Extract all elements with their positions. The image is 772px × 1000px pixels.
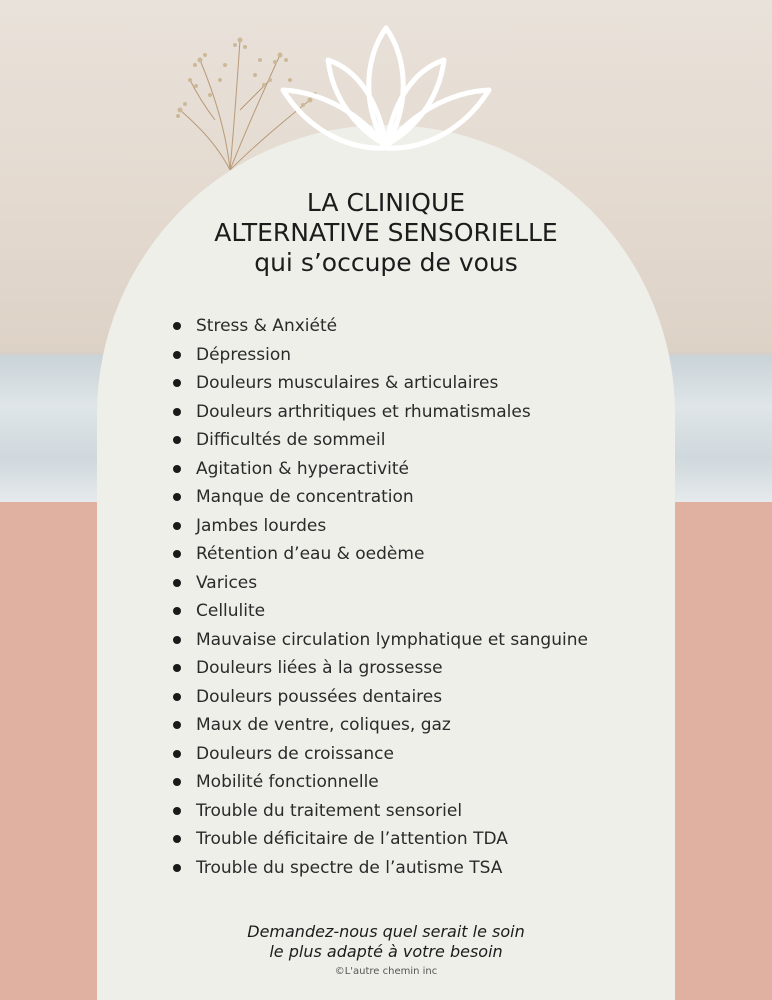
list-item [172, 597, 588, 626]
bullet-icon [173, 750, 181, 758]
list-item [172, 426, 588, 455]
lotus-icon [278, 20, 494, 160]
bullet-icon [173, 807, 181, 815]
list-item-label: Mauvaise circulation lymphatique et sanguine [196, 629, 588, 650]
bullet-icon [173, 322, 181, 330]
bullet-icon [173, 465, 181, 473]
conditions-list [172, 312, 588, 882]
bullet-icon [173, 408, 181, 416]
cta-line-2: le plus adapté à votre besoin [269, 942, 503, 961]
title-line-2: ALTERNATIVE SENSORIELLE [214, 218, 558, 247]
bullet-icon [173, 721, 181, 729]
list-item-label: Stress & Anxiété [196, 316, 338, 336]
list-item [172, 711, 588, 740]
bullet-icon [173, 493, 181, 501]
bullet-icon [173, 579, 181, 587]
list-item-label: Douleurs liées à la grossesse [196, 658, 443, 678]
bullet-icon [173, 778, 181, 786]
call-to-action [97, 922, 675, 962]
bullet-icon [173, 636, 181, 644]
list-item-label: Douleurs arthritiques et rhumatismales [196, 401, 531, 422]
list-item-label: Trouble déficitaire de l’attention TDA [196, 829, 508, 849]
list-item [172, 569, 588, 598]
list-item [172, 483, 588, 512]
list-item [172, 740, 588, 769]
list-item [172, 683, 588, 712]
list-item [172, 797, 588, 826]
list-item [172, 768, 588, 797]
list-item-label: Varices [196, 572, 258, 593]
title-line-3: qui s’occupe de vous [254, 248, 518, 277]
list-item-label: Trouble du spectre de l’autisme TSA [196, 857, 503, 878]
bullet-icon [173, 550, 181, 558]
list-item-label: Mobilité fonctionnelle [196, 772, 379, 792]
copyright-notice: ©L'autre chemin inc [334, 966, 438, 977]
bullet-icon [173, 693, 181, 701]
clinic-title [97, 188, 675, 278]
list-item-label: Rétention d’eau & oedème [196, 544, 425, 564]
bullet-icon [173, 522, 181, 530]
list-item-label: Agitation & hyperactivité [196, 458, 409, 479]
list-item [172, 398, 588, 427]
list-item-label: Douleurs poussées dentaires [196, 686, 443, 707]
list-item-label: Douleurs de croissance [196, 743, 394, 764]
list-item [172, 369, 588, 398]
list-item-label: Difficultés de sommeil [196, 430, 386, 450]
list-item [172, 341, 588, 370]
list-item [172, 455, 588, 484]
list-item-label: Manque de concentration [196, 487, 414, 507]
cta-line-1: Demandez-nous quel serait le soin [247, 922, 525, 941]
list-item-label: Dépression [196, 344, 292, 365]
bullet-icon [173, 664, 181, 672]
list-item [172, 312, 588, 341]
list-item [172, 825, 588, 854]
title-line-1: LA CLINIQUE [306, 188, 466, 217]
bullet-icon [173, 351, 181, 359]
list-item-label: Trouble du traitement sensoriel [196, 800, 463, 821]
bullet-icon [173, 864, 181, 872]
list-item [172, 654, 588, 683]
bullet-icon [173, 436, 181, 444]
list-item [172, 854, 588, 883]
list-item [172, 512, 588, 541]
list-item-label: Douleurs musculaires & articulaires [196, 373, 499, 393]
list-item [172, 626, 588, 655]
list-item-label: Maux de ventre, coliques, gaz [196, 715, 451, 735]
list-item-label: Cellulite [196, 601, 266, 621]
list-item-label: Jambes lourdes [196, 515, 327, 536]
bullet-icon [173, 379, 181, 387]
list-item [172, 540, 588, 569]
bullet-icon [173, 607, 181, 615]
bullet-icon [173, 835, 181, 843]
